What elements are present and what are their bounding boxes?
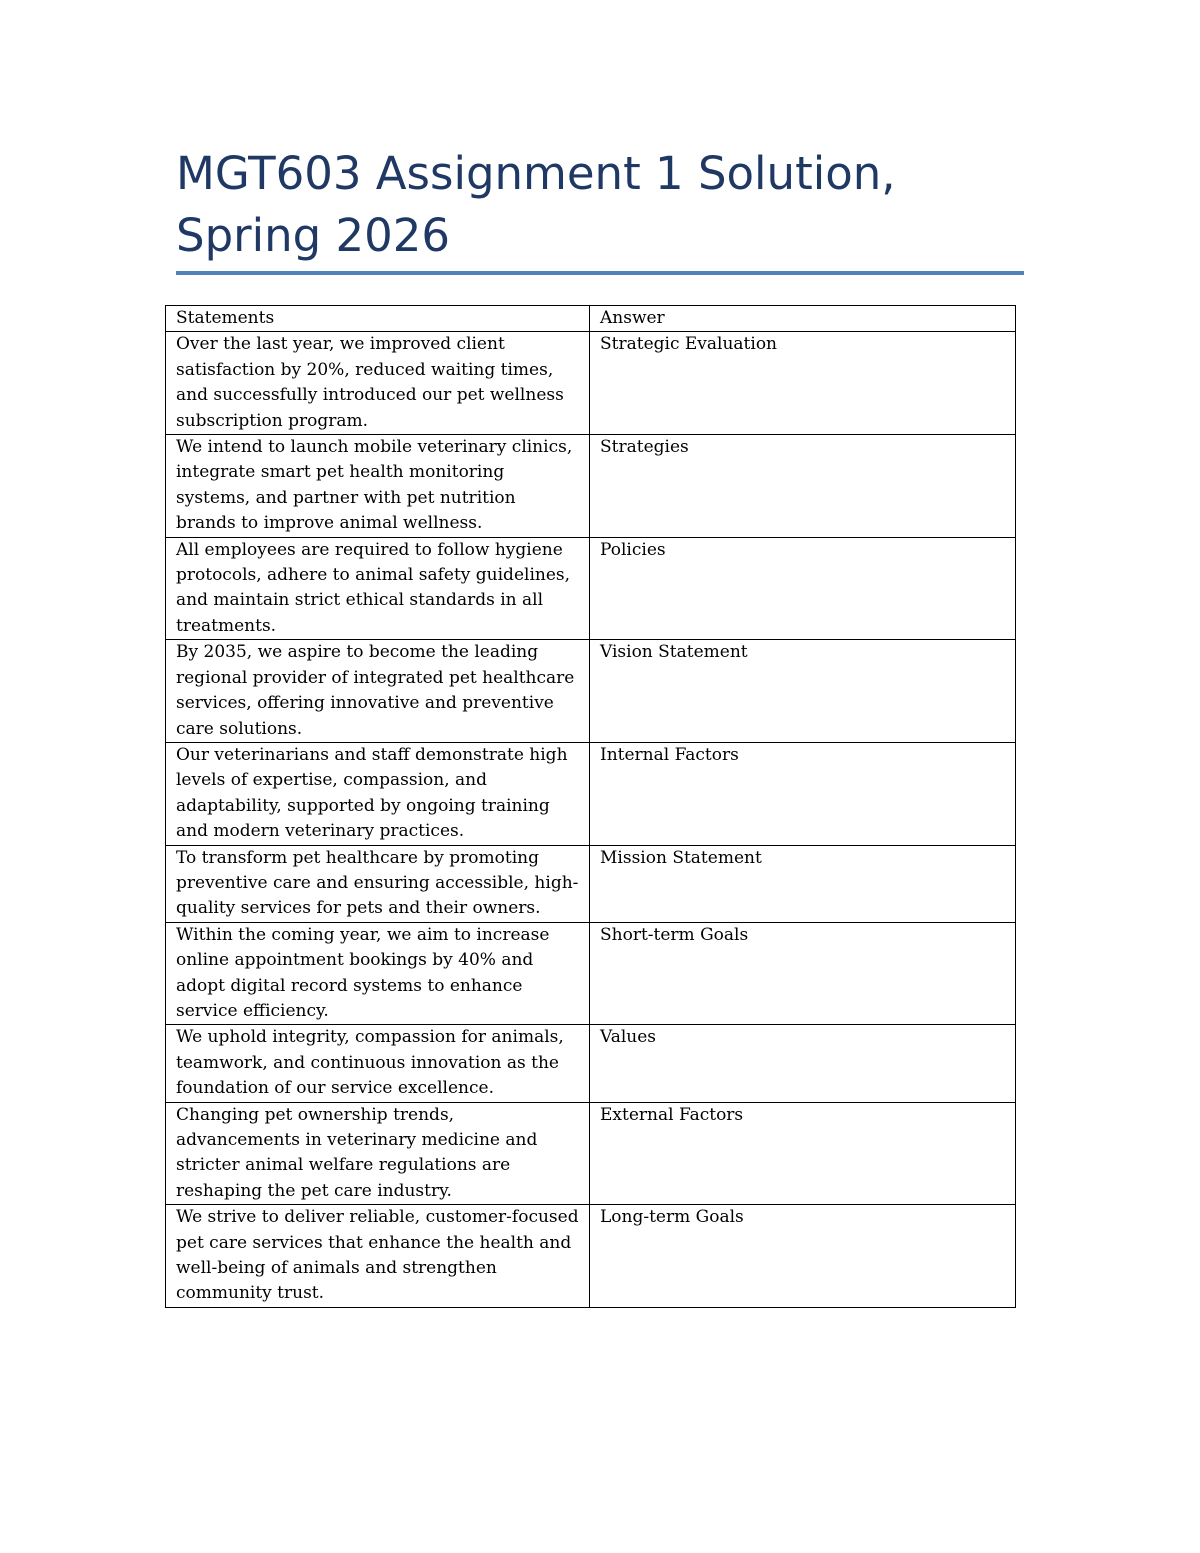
- statements-column-header: Statements: [166, 306, 590, 332]
- statement-cell: We uphold integrity, compassion for animals, teamwork, and continuous innovation as the foundation of our service excellence.: [166, 1025, 590, 1102]
- statement-cell: We strive to deliver reliable, customer-focused pet care services that enhance the health and well-being of animals and strengthen community trust.: [166, 1205, 590, 1308]
- answer-cell: Strategies: [590, 435, 1016, 538]
- statement-cell: By 2035, we aspire to become the leading regional provider of integrated pet healthcare services, offering innovative and preventive care solutions.: [166, 640, 590, 743]
- table-row: [166, 742, 1016, 845]
- table-row: [166, 1205, 1016, 1308]
- answer-cell: Long-term Goals: [590, 1205, 1016, 1308]
- answer-cell: Policies: [590, 537, 1016, 640]
- statement-cell: All employees are required to follow hygiene protocols, adhere to animal safety guidelines, and maintain strict ethical standards in all treatments.: [166, 537, 590, 640]
- answers-table: [165, 305, 1016, 1308]
- statement-cell: Our veterinarians and staff demonstrate high levels of expertise, compassion, and adaptability, supported by ongoing training and modern veterinary practices.: [166, 742, 590, 845]
- answer-cell: Internal Factors: [590, 742, 1016, 845]
- answer-cell: Short-term Goals: [590, 922, 1016, 1025]
- table-row: [166, 1102, 1016, 1205]
- statement-cell: Changing pet ownership trends, advancements in veterinary medicine and stricter animal welfare regulations are reshaping the pet care industry.: [166, 1102, 590, 1205]
- table-row: [166, 1025, 1016, 1102]
- table-row: [166, 922, 1016, 1025]
- statement-cell: Within the coming year, we aim to increase online appointment bookings by 40% and adopt digital record systems to enhance service efficiency.: [166, 922, 590, 1025]
- title-underline: [176, 271, 1024, 275]
- answer-cell: Vision Statement: [590, 640, 1016, 743]
- table-row: [166, 845, 1016, 922]
- table-header-row: [166, 306, 1016, 332]
- statement-cell: Over the last year, we improved client satisfaction by 20%, reduced waiting times, and successfully introduced our pet wellness subscription program.: [166, 332, 590, 435]
- statement-cell: To transform pet healthcare by promoting preventive care and ensuring accessible, high-quality services for pets and their owners.: [166, 845, 590, 922]
- table-row: [166, 640, 1016, 743]
- statement-cell: We intend to launch mobile veterinary clinics, integrate smart pet health monitoring systems, and partner with pet nutrition brands to improve animal wellness.: [166, 435, 590, 538]
- answer-cell: Strategic Evaluation: [590, 332, 1016, 435]
- answer-cell: Mission Statement: [590, 845, 1016, 922]
- document-title: MGT603 Assignment 1 Solution, Spring 2026: [176, 147, 896, 262]
- table-row: [166, 332, 1016, 435]
- answer-cell: External Factors: [590, 1102, 1016, 1205]
- table-row: [166, 537, 1016, 640]
- answer-cell: Values: [590, 1025, 1016, 1102]
- answer-column-header: Answer: [590, 306, 1016, 332]
- table-row: [166, 435, 1016, 538]
